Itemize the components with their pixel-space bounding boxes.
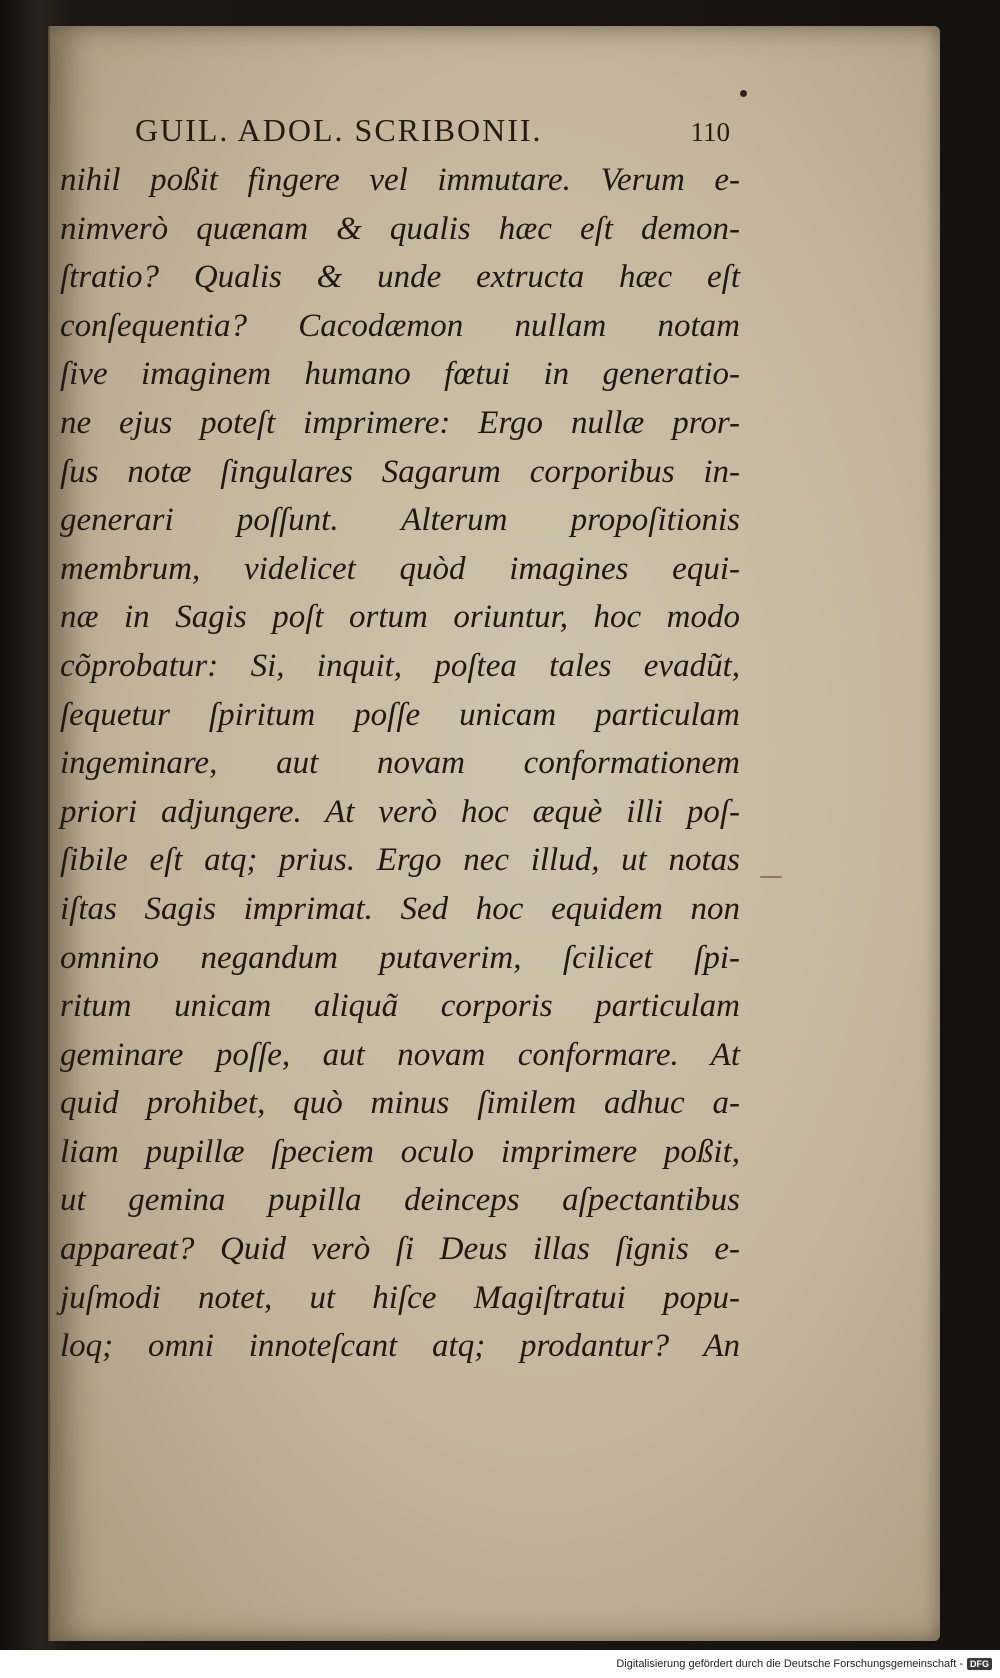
dfg-logo: DFG (967, 1658, 992, 1670)
text-line: juſmodi notet, ut hiſce Magiſtratui popu- (60, 1279, 740, 1316)
text-line: omnino negandum putaverim, ſcilicet ſpi- (60, 939, 740, 976)
text-line: appareat? Quid verò ſi Deus illas ſignis e- (60, 1231, 740, 1268)
ink-speck (760, 876, 782, 878)
text-line: ſtratio? Qualis & unde extructa hæc eſt (60, 259, 740, 296)
ink-speck (740, 90, 747, 97)
text-line: generari poſſunt. Alterum propoſitionis (60, 502, 740, 539)
text-line: conſequentia? Cacodæmon nullam notam (60, 307, 740, 344)
text-line: liam pupillæ ſpeciem oculo imprimere poßit, (60, 1133, 740, 1170)
text-line: ſus notæ ſingulares Sagarum corporibus in- (60, 453, 740, 490)
text-line: membrum, videlicet quòd imagines equi- (60, 550, 740, 587)
funding-credit: Digitalisierung gefördert durch die Deutsche Forschungsgemeinschaft - (616, 1658, 963, 1670)
text-line: ritum unicam aliquã corporis particulam (60, 988, 740, 1025)
text-line: loq; omni innoteſcant atq; prodantur? An (60, 1328, 740, 1365)
page-number: 110 (690, 117, 730, 147)
running-head (135, 112, 730, 149)
text-line: geminare poſſe, aut novam conformare. At (60, 1036, 740, 1073)
text-line: iſtas Sagis imprimat. Sed hoc equidem non (60, 890, 740, 927)
text-line: nihil poßit fingere vel immutare. Verum e- (60, 162, 740, 198)
text-line: ne ejus poteſt imprimere: Ergo nullæ pror- (60, 404, 740, 441)
text-line: ſive imaginem humano fœtui in generatio- (60, 356, 740, 393)
text-line: ſibile eſt atq; prius. Ergo nec illud, ut notas (60, 842, 740, 879)
running-title: GUIL. ADOL. SCRIBONII. (135, 112, 543, 148)
text-line: priori adjungere. At verò hoc æquè illi poſ- (60, 793, 740, 830)
text-block (60, 156, 740, 1371)
text-line: nimverò quænam & qualis hæc eſt demon- (60, 210, 740, 247)
digitization-footer (0, 1650, 1000, 1678)
text-line: ingeminare, aut novam conformationem (60, 745, 740, 782)
text-line: quid prohibet, quò minus ſimilem adhuc a- (60, 1085, 740, 1122)
text-line: cõprobatur: Si, inquit, poſtea tales evadũt, (60, 647, 740, 684)
text-line: ſequetur ſpiritum poſſe unicam particulam (60, 696, 740, 733)
text-line: næ in Sagis poſt ortum oriuntur, hoc modo (60, 599, 740, 636)
text-line: ut gemina pupilla deinceps aſpectantibus (60, 1182, 740, 1219)
